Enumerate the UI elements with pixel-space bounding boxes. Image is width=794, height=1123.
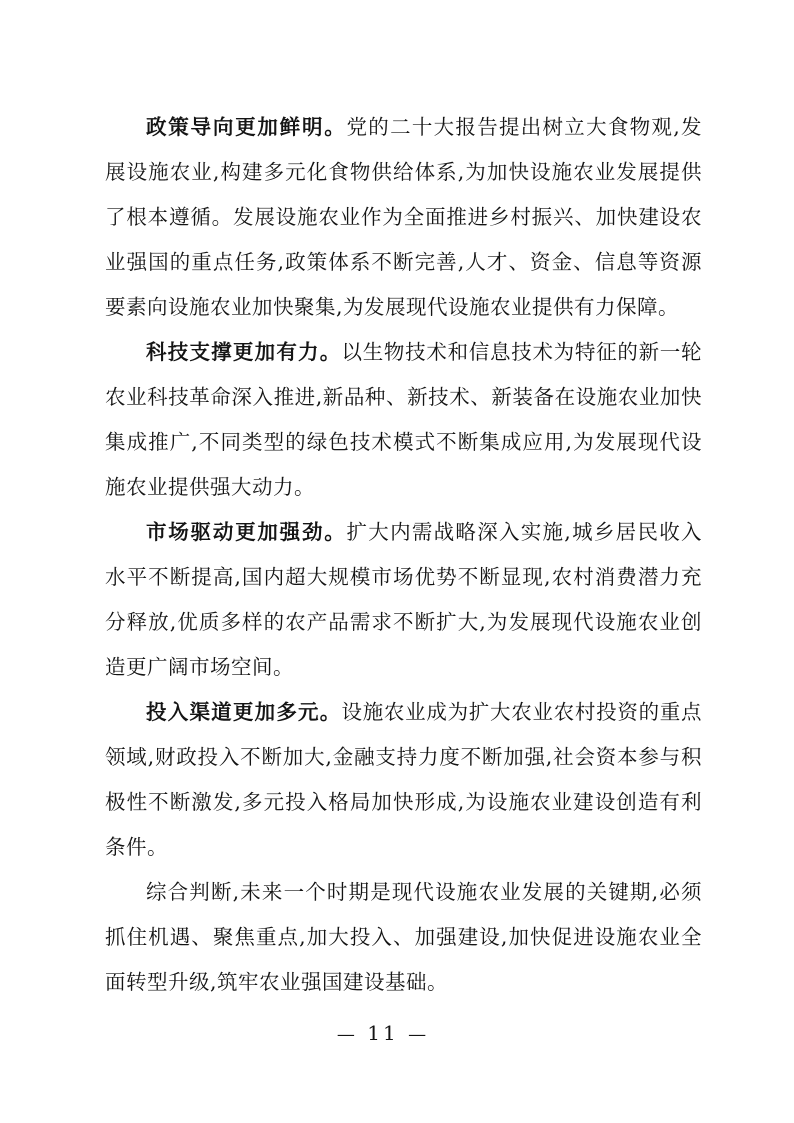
- paragraph-4-lead: 投入渠道更加多元。: [146, 700, 342, 724]
- paragraph-3-lead: 市场驱动更加强劲。: [146, 520, 347, 544]
- paragraph-5-text: 综合判断,未来一个时期是现代设施农业发展的关键期,必须抓住机遇、聚焦重点,加大投入、加强建设,加快促进设施农业全面转型升级,筑牢农业强国建设基础。: [105, 880, 702, 994]
- footer-left-dash: —: [336, 1024, 358, 1045]
- footer-page-indicator: [337, 1021, 429, 1045]
- page-number-value: 11: [367, 1021, 399, 1045]
- paragraph-1-lead: 政策导向更加鲜明。: [146, 115, 347, 139]
- paragraph-1: [105, 105, 702, 330]
- paragraph-2-lead: 科技支撑更加有力。: [146, 340, 342, 364]
- footer-right-dash: —: [408, 1024, 430, 1045]
- paragraph-4: [105, 690, 702, 870]
- paragraph-2-text: 以生物技术和信息技术为特征的新一轮农业科技革命深入推进,新品种、新技术、新装备在设施农业加快集成推广,不同类型的绿色技术模式不断集成应用,为发展现代设施农业提供强大动力。: [105, 340, 703, 499]
- page-footer: [0, 1021, 794, 1045]
- paragraph-3-text: 扩大内需战略深入实施,城乡居民收入水平不断提高,国内超大规模市场优势不断显现,农村消费潜力充分释放,优质多样的农产品需求不断扩大,为发展现代设施农业创造更广阔市场空间。: [105, 520, 703, 679]
- paragraph-5: [105, 870, 702, 1005]
- document-body: [105, 105, 702, 1005]
- paragraph-4-text: 设施农业成为扩大农业农村投资的重点领域,财政投入不断加大,金融支持力度不断加强,社会资本参与积极性不断激发,多元投入格局加快形成,为设施农业建设创造有利条件。: [105, 700, 703, 859]
- paragraph-1-text: 党的二十大报告提出树立大食物观,发展设施农业,构建多元化食物供给体系,为加快设施农业发展提供了根本遵循。发展设施农业作为全面推进乡村振兴、加快建设农业强国的重点任务,政策体系不断完善,人才、资金、信息等资源要素向设施农业加快聚集,为发展现代设施农业提供有力保障。: [105, 115, 703, 319]
- paragraph-2: [105, 330, 702, 510]
- paragraph-3: [105, 510, 702, 690]
